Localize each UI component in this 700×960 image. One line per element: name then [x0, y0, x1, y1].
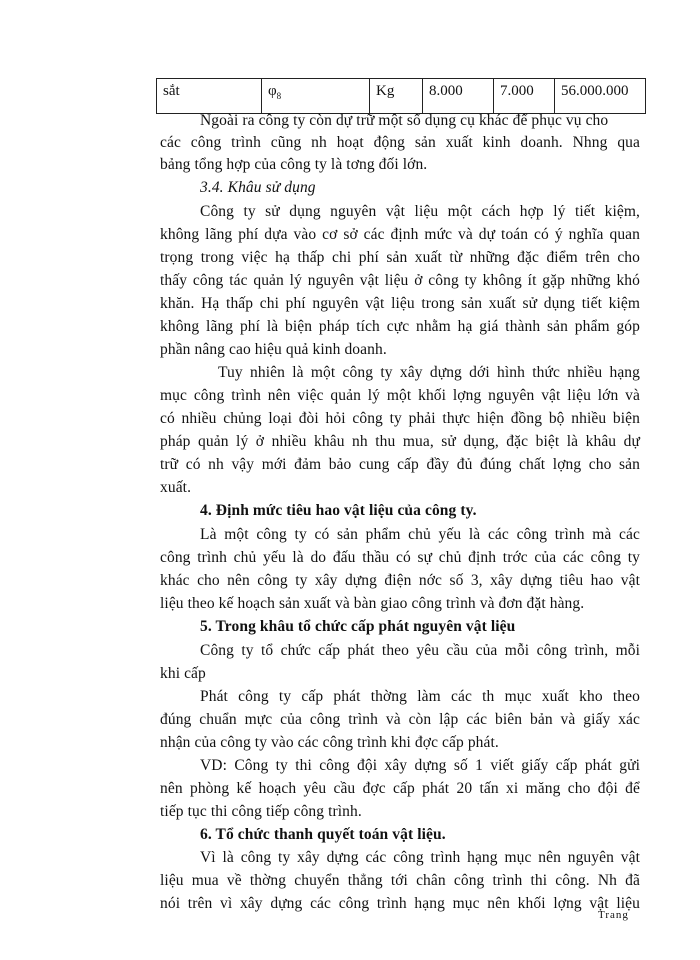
section-heading: 4. Định mức tiêu hao vật liệu của công ty. [200, 502, 477, 519]
text-line: mục công trình nên việc quản lý một khối lợng nguyên vật liệu lớn và [160, 387, 640, 404]
table-cell: 8.000 [423, 79, 494, 114]
text-line: công trình chủ yếu là do đấu thầu có sự chủ định trớc của các công ty [160, 549, 640, 566]
text-line: khác cho nên công ty xây dựng điện nớc số 3, xây dựng tiêu hao vật [160, 572, 640, 589]
text-line: nhận của công ty vào các công trình khi đợc cấp phát. [160, 734, 499, 751]
text-line: pháp quản lý ở nhiều khâu nh thu mua, sử dụng, đặc biệt là khâu dự [160, 433, 640, 450]
text-line: không lãng phí dựa vào cơ sở các định mức và dự toán có ý nghĩa quan [160, 226, 640, 243]
text-line: có nhiều chủng loại đòi hỏi công ty phải thực hiện đồng bộ nhiều biện [160, 410, 640, 427]
text-line: đúng chuẩn mực của công trình và còn lập các biên bản và giấy xác [160, 711, 640, 728]
text-line: thấy công tác quản lý nguyên vật liệu ở công ty không ít gặp những khó [160, 272, 640, 289]
text-line: không lãng phí là biện pháp tích cực nhằm hạ giá thành sản phẩm góp [160, 318, 640, 335]
table-cell: 7.000 [494, 79, 555, 114]
section-heading: 5. Trong khâu tổ chức cấp phát nguyên vật liệu [200, 618, 516, 635]
text-line: trữ có nh vậy mới đảm bảo cung cấp đầy đủ đúng chất lợng cho sản [160, 456, 640, 473]
diameter-symbol: φ [268, 83, 277, 99]
text-line: Là một công ty có sản phẩm chủ yếu là các công trình mà các [200, 526, 640, 543]
material-table [156, 78, 646, 114]
table-cell: sắt [157, 79, 262, 114]
text-line: Công ty sử dụng nguyên vật liệu một cách hợp lý tiết kiệm, [200, 203, 640, 220]
section-heading: 6. Tổ chức thanh quyết toán vật liệu. [200, 826, 446, 843]
table-cell: 56.000.000 [555, 79, 646, 114]
text-line: nói trên vì xây dựng các công trình hạng mục nên khối lợng vật liệu [160, 895, 640, 912]
table-cell: Kg [370, 79, 423, 114]
text-line: tiếp tục thi công tiếp công trình. [160, 803, 362, 820]
text-line: VD: Công ty thi công đội xây dựng số 1 viết giấy cấp phát gửi [200, 757, 640, 774]
text-line: Công ty tổ chức cấp phát theo yêu cầu của mỗi công trình, mỗi [200, 642, 640, 659]
table-row [157, 79, 646, 114]
text-line: bảng tổng hợp của công ty là tơng đối lớn. [160, 156, 428, 173]
diameter-value: 8 [276, 91, 282, 101]
text-line: phần nâng cao hiệu quả kinh doanh. [160, 341, 387, 358]
text-line: liệu mua về thờng chuyển thẳng tới chân công trình thi công. Nh đã [160, 872, 640, 889]
text-line: các công trình cũng nh hoạt động sản xuất kinh doanh. Nhng qua [160, 134, 640, 151]
text-line: khăn. Hạ thấp chi phí nguyên vật liệu trong sản xuất sử dụng tiết kiệm [160, 295, 640, 312]
text-line: nên phòng kế hoạch yêu cầu đợc cấp phát 20 tấn xi măng cho đội để [160, 780, 640, 797]
page-footer: Trang [598, 909, 629, 921]
text-line: liệu theo kế hoạch sản xuất và bàn giao công trình và đơn đặt hàng. [160, 595, 585, 612]
section-heading: 3.4. Khâu sử dụng [200, 179, 316, 196]
text-line: xuất. [160, 479, 192, 496]
text-line: Tuy nhiên là một công ty xây dựng dới hình thức nhiều hạng [218, 364, 640, 381]
text-line: khi cấp [160, 665, 206, 682]
table-cell [262, 79, 370, 114]
text-line: trọng trong việc hạ thấp chi phí sản xuất từ những đặc điểm trên cho [160, 249, 640, 266]
text-line: Vì là công ty xây dựng các công trình hạng mục nên nguyên vật [200, 849, 640, 866]
text-line: Phát công ty cấp phát thờng làm các th mục xuất kho theo [200, 688, 640, 705]
text-line: Ngoài ra công ty còn dự trữ một số dụng cụ khác để phục vụ cho [200, 112, 609, 129]
